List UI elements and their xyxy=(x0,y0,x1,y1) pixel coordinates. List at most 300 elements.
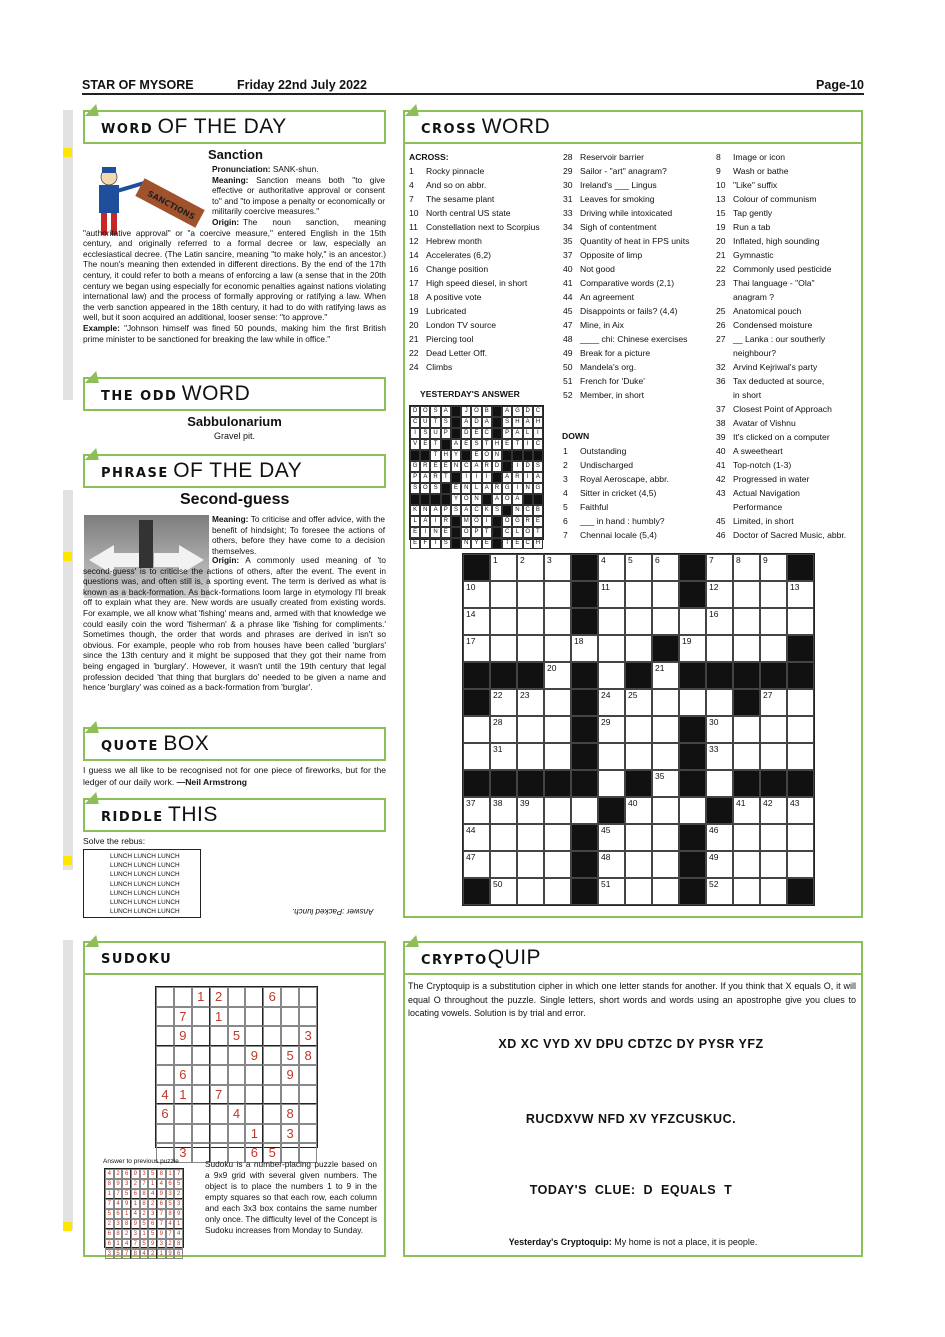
sudoku-cell[interactable]: 7 xyxy=(210,1085,228,1105)
clue: 27 __ Lanka : our southerly xyxy=(716,334,826,344)
sudoku-cell[interactable]: 1 xyxy=(245,1124,263,1144)
sudoku-cell[interactable] xyxy=(263,1046,281,1066)
answer-cell: N xyxy=(523,483,533,494)
crossword-cell[interactable] xyxy=(544,743,571,770)
answer-cell: Y xyxy=(471,538,481,549)
sudoku-cell[interactable] xyxy=(263,1026,281,1046)
black-cell xyxy=(490,770,517,797)
answer-cell: A xyxy=(533,472,543,483)
crossword-cell[interactable]: 14 xyxy=(463,608,490,635)
black-cell xyxy=(679,716,706,743)
sudoku-cell[interactable] xyxy=(263,1104,281,1124)
sudoku-cell[interactable]: 6 xyxy=(245,1143,263,1163)
answer-cell: M xyxy=(461,516,471,527)
crossword-cell[interactable]: 21 xyxy=(652,662,679,689)
crossword-cell[interactable] xyxy=(490,635,517,662)
crossword-cell[interactable]: 10 xyxy=(463,581,490,608)
crossword-cell[interactable]: 19 xyxy=(679,635,706,662)
crossword-cell[interactable]: 48 xyxy=(598,851,625,878)
answer-cell: A xyxy=(482,483,492,494)
answer-cell: S xyxy=(410,483,420,494)
black-cell: 32 xyxy=(571,743,598,770)
clue: 51 French for 'Duke' xyxy=(563,376,645,386)
black-cell xyxy=(517,662,544,689)
crossword-cell[interactable] xyxy=(625,878,652,905)
answer-cell: I xyxy=(471,472,481,483)
sudoku-cell[interactable] xyxy=(192,1046,210,1066)
crossword-cell[interactable] xyxy=(652,581,679,608)
answer-cell xyxy=(410,450,420,461)
crossword-cell[interactable] xyxy=(490,851,517,878)
crossword-cell[interactable]: 7 xyxy=(706,554,733,581)
sudoku-cell[interactable] xyxy=(192,1085,210,1105)
crossword-cell[interactable] xyxy=(652,689,679,716)
sudoku-cell[interactable] xyxy=(245,1007,263,1027)
crossword-cell[interactable] xyxy=(463,743,490,770)
sudoku-cell[interactable] xyxy=(281,1007,299,1027)
crossword-cell[interactable]: 22 xyxy=(490,689,517,716)
crossword-cell[interactable]: 18 xyxy=(571,635,598,662)
answer-cell: B xyxy=(482,406,492,417)
answer-cell: I xyxy=(482,472,492,483)
crossword-cell[interactable]: 49 xyxy=(706,851,733,878)
sudoku-cell[interactable] xyxy=(192,1104,210,1124)
answer-cell: A xyxy=(512,428,522,439)
crossword-cell[interactable]: 1 xyxy=(490,554,517,581)
clue: 23 Thai language - "Ola" xyxy=(716,278,815,288)
answer-cell: Y xyxy=(451,450,461,461)
phrase-heading: PHRASE OF THE DAY xyxy=(83,454,386,488)
sudoku-answer-cell: 1 xyxy=(166,1169,175,1179)
crossword-cell[interactable] xyxy=(544,635,571,662)
sudoku-cell[interactable] xyxy=(174,1104,192,1124)
sudoku-cell[interactable]: 3 xyxy=(174,1143,192,1163)
crossword-cell[interactable] xyxy=(787,851,814,878)
answer-cell: A xyxy=(492,494,502,505)
sudoku-cell[interactable] xyxy=(156,1124,174,1144)
crossword-cell[interactable]: 27 xyxy=(760,689,787,716)
crossword-cell[interactable] xyxy=(679,797,706,824)
crossword-cell[interactable] xyxy=(517,851,544,878)
crossword-cell[interactable]: 37 xyxy=(463,797,490,824)
sudoku-cell[interactable] xyxy=(281,1026,299,1046)
crossword-cell[interactable]: 13 xyxy=(787,581,814,608)
sudoku-cell[interactable] xyxy=(299,1104,317,1124)
crossword-cell[interactable] xyxy=(679,608,706,635)
crossword-cell[interactable] xyxy=(652,716,679,743)
crossword-cell[interactable] xyxy=(598,743,625,770)
black-cell xyxy=(463,878,490,905)
crossword-cell[interactable]: 9 xyxy=(760,554,787,581)
crossword-cell[interactable]: 52 xyxy=(706,878,733,905)
crossword-grid[interactable] xyxy=(462,553,815,906)
sudoku-cell[interactable] xyxy=(228,1124,246,1144)
sudoku-cell[interactable]: 5 xyxy=(263,1143,281,1163)
crossword-cell[interactable]: 25 xyxy=(625,689,652,716)
crossword-cell[interactable] xyxy=(652,797,679,824)
crossword-cell[interactable] xyxy=(625,743,652,770)
crossword-cell[interactable]: 11 xyxy=(598,581,625,608)
sudoku-cell[interactable] xyxy=(263,1085,281,1105)
sudoku-cell[interactable] xyxy=(156,1007,174,1027)
clue: 16 Change position xyxy=(409,264,489,274)
clue: 1 Outstanding xyxy=(563,446,627,456)
sudoku-cell[interactable]: 3 xyxy=(281,1124,299,1144)
crossword-cell[interactable]: 5 xyxy=(625,554,652,581)
clue: 49 Break for a picture xyxy=(563,348,651,358)
crossword-cell[interactable] xyxy=(787,608,814,635)
sudoku-cell[interactable]: 5 xyxy=(228,1026,246,1046)
crossword-cell[interactable] xyxy=(625,716,652,743)
crossword-cell[interactable] xyxy=(706,635,733,662)
sudoku-cell[interactable]: 8 xyxy=(299,1046,317,1066)
sudoku-cell[interactable]: 1 xyxy=(192,987,210,1007)
answer-cell xyxy=(451,417,461,428)
crossword-cell[interactable]: 33 xyxy=(706,743,733,770)
sudoku-cell[interactable] xyxy=(299,1007,317,1027)
sudoku-cell[interactable] xyxy=(281,987,299,1007)
answer-cell xyxy=(502,461,512,472)
sudoku-cell[interactable] xyxy=(228,1007,246,1027)
crossword-cell[interactable] xyxy=(733,581,760,608)
sudoku-cell[interactable] xyxy=(228,1085,246,1105)
sudoku-cell[interactable]: 2 xyxy=(210,987,228,1007)
crossword-cell[interactable] xyxy=(652,878,679,905)
page-header xyxy=(82,77,864,95)
crossword-cell[interactable]: 16 xyxy=(706,608,733,635)
answer-cell: R xyxy=(492,483,502,494)
black-cell xyxy=(679,824,706,851)
sudoku-cell[interactable] xyxy=(245,1026,263,1046)
crossword-cell[interactable] xyxy=(760,851,787,878)
sudoku-cell[interactable]: 3 xyxy=(299,1026,317,1046)
crossword-cell[interactable] xyxy=(517,608,544,635)
black-cell: 34 xyxy=(544,770,571,797)
answer-cell xyxy=(451,406,461,417)
crossword-cell[interactable]: 41 xyxy=(733,797,760,824)
answer-cell: N xyxy=(512,505,522,516)
sudoku-description: Sudoku is a number-placing puzzle based on a 9x9 grid with several given numbers. The object is to place the numbers 1 to 9 in the empty squares so that each row, each column and each 3x3 box contains the same number only once. The difficulty level of the Concept is Sudoku increases from Monday to Sunday. xyxy=(205,1159,377,1235)
crossword-cell[interactable]: 23 xyxy=(517,689,544,716)
crossword-cell[interactable] xyxy=(544,797,571,824)
crossword-cell[interactable]: 8 xyxy=(733,554,760,581)
crossword-cell[interactable] xyxy=(787,824,814,851)
sudoku-cell[interactable] xyxy=(174,1124,192,1144)
crossword-cell[interactable] xyxy=(760,743,787,770)
sudoku-answer-cell: 9 xyxy=(174,1209,183,1219)
answer-cell: T xyxy=(482,439,492,450)
crossword-cell[interactable] xyxy=(463,716,490,743)
crossword-cell[interactable] xyxy=(544,689,571,716)
crossword-cell[interactable] xyxy=(490,824,517,851)
sudoku-cell[interactable] xyxy=(192,1026,210,1046)
crossword-cell[interactable] xyxy=(706,689,733,716)
crossword-cell[interactable] xyxy=(706,770,733,797)
answer-cell: A xyxy=(441,406,451,417)
crossword-cell[interactable] xyxy=(517,878,544,905)
crossword-cell[interactable] xyxy=(625,608,652,635)
sudoku-answer-cell: 7 xyxy=(140,1179,149,1189)
answer-cell: H xyxy=(533,417,543,428)
black-cell xyxy=(463,662,490,689)
sudoku-cell[interactable]: 9 xyxy=(174,1026,192,1046)
clue: 22 Dead Letter Off. xyxy=(409,348,487,358)
crossword-cell[interactable] xyxy=(652,824,679,851)
sudoku-cell[interactable] xyxy=(192,1124,210,1144)
answer-cell: U xyxy=(430,428,440,439)
crossword-cell[interactable]: 51 xyxy=(598,878,625,905)
answer-cell: T xyxy=(533,527,543,538)
crossword-cell[interactable] xyxy=(760,635,787,662)
crossword-cell[interactable] xyxy=(517,581,544,608)
answer-cell: O xyxy=(471,516,481,527)
crossword-cell[interactable] xyxy=(760,878,787,905)
sudoku-heading: SUDOKU xyxy=(83,941,386,975)
sudoku-cell[interactable] xyxy=(210,1104,228,1124)
crossword-cell[interactable] xyxy=(733,608,760,635)
answer-cell: O xyxy=(461,494,471,505)
sudoku-answer-cell: 3 xyxy=(157,1239,166,1249)
crossword-cell[interactable]: 17 xyxy=(463,635,490,662)
crossword-cell[interactable]: 45 xyxy=(598,824,625,851)
crossword-cell[interactable] xyxy=(517,716,544,743)
crossword-cell[interactable] xyxy=(652,743,679,770)
word-of-day-origin-start: Origin: xyxy=(212,217,240,227)
crossword-cell[interactable]: 35 xyxy=(652,770,679,797)
crossword-cell[interactable]: 42 xyxy=(760,797,787,824)
answer-cell: T xyxy=(441,472,451,483)
sudoku-cell[interactable] xyxy=(263,1007,281,1027)
answer-cell: I xyxy=(523,439,533,450)
sudoku-cell[interactable]: 6 xyxy=(263,987,281,1007)
crossword-cell[interactable] xyxy=(787,716,814,743)
sudoku-cell[interactable]: 7 xyxy=(174,1007,192,1027)
sudoku-cell[interactable]: 8 xyxy=(281,1104,299,1124)
answer-cell: O xyxy=(471,406,481,417)
clue: 4 Sitter in cricket (4,5) xyxy=(563,488,657,498)
odd-word: Sabbulonarium xyxy=(187,414,282,429)
crossword-cell[interactable] xyxy=(733,851,760,878)
crossword-cell[interactable] xyxy=(625,824,652,851)
sudoku-answer-cell: 5 xyxy=(174,1179,183,1189)
riddle-prompt: Solve the rebus: xyxy=(83,836,146,846)
sudoku-cell[interactable]: 5 xyxy=(281,1046,299,1066)
sudoku-cell[interactable] xyxy=(263,1065,281,1085)
sudoku-cell[interactable]: 9 xyxy=(281,1065,299,1085)
sudoku-cell[interactable] xyxy=(228,987,246,1007)
crossword-cell[interactable]: 4 xyxy=(598,554,625,581)
answer-cell: G xyxy=(512,516,522,527)
crossword-cell[interactable] xyxy=(598,608,625,635)
black-cell xyxy=(679,743,706,770)
sudoku-cell[interactable] xyxy=(245,1085,263,1105)
crossword-cell[interactable]: 28 xyxy=(490,716,517,743)
crossword-cell[interactable] xyxy=(733,635,760,662)
crossword-cell[interactable]: 46 xyxy=(706,824,733,851)
answer-cell xyxy=(523,450,533,461)
sudoku-cell[interactable]: 1 xyxy=(174,1085,192,1105)
sudoku-answer-cell: 3 xyxy=(174,1199,183,1209)
sudoku-answer-cell: 9 xyxy=(131,1219,140,1229)
answer-cell: N xyxy=(471,494,481,505)
crossword-cell[interactable] xyxy=(760,824,787,851)
rebus-box: LUNCH LUNCH LUNCH LUNCH LUNCH LUNCH LUNCH LUNCH LUNCH LUNCH LUNCH LUNCH LUNCH LUNCH LUNCH LUNCH LUNCH LUNCH LUNCH LUNCH LUNCH xyxy=(83,849,201,918)
sudoku-cell[interactable]: 9 xyxy=(245,1046,263,1066)
sudoku-answer-cell: 9 xyxy=(148,1239,157,1249)
sudoku-cell[interactable] xyxy=(245,1065,263,1085)
sudoku-cell[interactable] xyxy=(299,1085,317,1105)
clue: 1 Rocky pinnacle xyxy=(409,166,485,176)
crossword-cell[interactable] xyxy=(598,770,625,797)
sudoku-cell[interactable] xyxy=(174,1046,192,1066)
sudoku-cell[interactable] xyxy=(210,1124,228,1144)
crossword-cell[interactable] xyxy=(544,608,571,635)
crossword-cell[interactable]: 50 xyxy=(490,878,517,905)
crossword-cell[interactable] xyxy=(760,716,787,743)
crossword-cell[interactable]: 6 xyxy=(652,554,679,581)
sudoku-cell[interactable]: 6 xyxy=(156,1104,174,1124)
answer-cell xyxy=(502,505,512,516)
sudoku-answer-cell: 7 xyxy=(122,1249,131,1259)
crossword-cell[interactable] xyxy=(760,581,787,608)
clue: 4 And so on abbr. xyxy=(409,180,487,190)
crossword-cell[interactable] xyxy=(517,743,544,770)
sudoku-cell[interactable] xyxy=(192,1065,210,1085)
sudoku-cell[interactable] xyxy=(228,1046,246,1066)
crossword-cell[interactable] xyxy=(544,716,571,743)
answer-cell: E xyxy=(410,538,420,549)
sudoku-answer-cell: 5 xyxy=(105,1209,114,1219)
crossword-cell[interactable] xyxy=(544,878,571,905)
crossword-cell[interactable] xyxy=(625,851,652,878)
sudoku-cell[interactable] xyxy=(210,1026,228,1046)
crossword-cell[interactable] xyxy=(733,878,760,905)
sudoku-cell[interactable] xyxy=(156,1046,174,1066)
sudoku-cell[interactable] xyxy=(281,1085,299,1105)
sudoku-cell[interactable] xyxy=(228,1065,246,1085)
crossword-cell[interactable] xyxy=(544,581,571,608)
sudoku-cell[interactable]: 4 xyxy=(156,1085,174,1105)
answer-cell: D xyxy=(492,461,502,472)
sudoku-answer-cell: 9 xyxy=(157,1229,166,1239)
crossword-cell[interactable]: 2 xyxy=(517,554,544,581)
crossword-cell[interactable] xyxy=(679,689,706,716)
answer-cell: A xyxy=(512,494,522,505)
answer-cell xyxy=(492,538,502,549)
crossword-cell[interactable]: 43 xyxy=(787,797,814,824)
crossword-cell[interactable]: 12 xyxy=(706,581,733,608)
crossword-cell[interactable] xyxy=(517,635,544,662)
answer-cell xyxy=(492,516,502,527)
crossword-cell[interactable]: 39 xyxy=(517,797,544,824)
crossword-cell[interactable] xyxy=(490,581,517,608)
black-cell xyxy=(787,662,814,689)
sudoku-answer-cell: 8 xyxy=(166,1209,175,1219)
sudoku-answer-cell: 5 xyxy=(148,1169,157,1179)
sudoku-cell[interactable] xyxy=(192,1007,210,1027)
clue: 19 Lubricated xyxy=(409,306,467,316)
answer-cell: I xyxy=(512,461,522,472)
crossword-cell[interactable]: 38 xyxy=(490,797,517,824)
crossword-cell[interactable] xyxy=(760,608,787,635)
crossword-cell[interactable] xyxy=(625,635,652,662)
sudoku-cell[interactable] xyxy=(299,987,317,1007)
crossword-cell[interactable]: 30 xyxy=(706,716,733,743)
crossword-cell[interactable] xyxy=(571,797,598,824)
crossword-cell[interactable]: 29 xyxy=(598,716,625,743)
sudoku-grid[interactable] xyxy=(155,986,318,1160)
sudoku-cell[interactable] xyxy=(156,1065,174,1085)
clue: 7 The sesame plant xyxy=(409,194,495,204)
answer-cell xyxy=(523,494,533,505)
sudoku-answer-cell: 4 xyxy=(122,1239,131,1249)
answer-cell: R xyxy=(482,461,492,472)
crossword-cell[interactable]: 44 xyxy=(463,824,490,851)
sudoku-cell[interactable] xyxy=(174,987,192,1007)
sudoku-cell[interactable]: 4 xyxy=(228,1104,246,1124)
crossword-cell[interactable]: 3 xyxy=(544,554,571,581)
crossword-cell[interactable] xyxy=(598,662,625,689)
crossword-cell[interactable]: 20 xyxy=(544,662,571,689)
sudoku-cell[interactable] xyxy=(245,987,263,1007)
answer-cell: Y xyxy=(451,494,461,505)
answer-cell: S xyxy=(441,538,451,549)
crossword-cell[interactable] xyxy=(544,851,571,878)
crossword-cell[interactable] xyxy=(652,608,679,635)
crossword-cell[interactable] xyxy=(490,608,517,635)
sudoku-cell[interactable] xyxy=(210,1046,228,1066)
sudoku-answer-cell: 5 xyxy=(140,1219,149,1229)
crossword-cell[interactable]: 47 xyxy=(463,851,490,878)
crossword-cell[interactable] xyxy=(625,581,652,608)
answer-cell: J xyxy=(461,406,471,417)
clue: 48 ____ chi: Chinese exercises xyxy=(563,334,688,344)
sudoku-cell[interactable] xyxy=(263,1124,281,1144)
crossword-cell[interactable] xyxy=(517,824,544,851)
across-clues-col1 xyxy=(409,150,540,374)
crossword-cell[interactable] xyxy=(787,743,814,770)
crossword-cell[interactable] xyxy=(733,743,760,770)
paper-name: STAR OF MYSORE xyxy=(82,78,194,92)
crossword-cell[interactable] xyxy=(544,824,571,851)
crossword-cell[interactable]: 24 xyxy=(598,689,625,716)
crossword-cell[interactable] xyxy=(733,824,760,851)
sudoku-cell[interactable] xyxy=(299,1124,317,1144)
crossword-cell[interactable]: 31 xyxy=(490,743,517,770)
answer-cell xyxy=(451,527,461,538)
crossword-cell[interactable]: 40 xyxy=(625,797,652,824)
sudoku-cell[interactable] xyxy=(156,1026,174,1046)
sudoku-cell[interactable] xyxy=(299,1065,317,1085)
sudoku-answer-cell: 2 xyxy=(131,1179,140,1189)
black-cell xyxy=(679,662,706,689)
answer-cell: N xyxy=(430,527,440,538)
black-cell xyxy=(571,770,598,797)
crossword-cell[interactable] xyxy=(733,716,760,743)
sudoku-cell[interactable]: 6 xyxy=(174,1065,192,1085)
crossword-cell[interactable] xyxy=(598,635,625,662)
flag-icon xyxy=(85,935,103,947)
sudoku-cell[interactable] xyxy=(245,1104,263,1124)
sudoku-cell[interactable] xyxy=(156,987,174,1007)
crossword-cell[interactable] xyxy=(652,851,679,878)
sudoku-cell[interactable]: 1 xyxy=(210,1007,228,1027)
answer-cell: C xyxy=(482,428,492,439)
margin-bar xyxy=(63,940,73,1230)
black-cell xyxy=(571,851,598,878)
crossword-cell[interactable] xyxy=(787,689,814,716)
sudoku-cell[interactable] xyxy=(210,1065,228,1085)
